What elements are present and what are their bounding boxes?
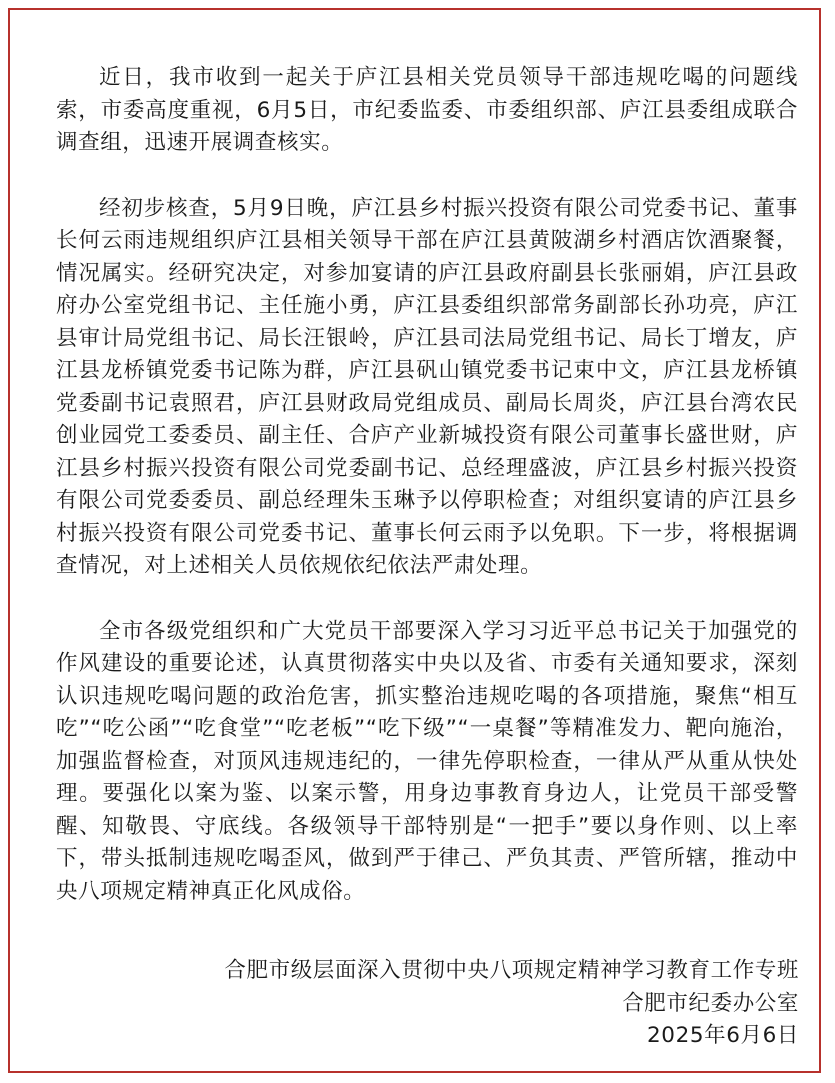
issue-date: 2025年6月6日 [647, 1023, 799, 1048]
paragraph-requirements: 全市各级党组织和广大党员干部要深入学习习近平总书记关于加强党的作风建设的重要论述，认真贯彻落实中央以及省、市委有关通知要求，深刻认识违规吃喝问题的政治危害，抓实整治违规吃喝的各项措施，聚焦“相互吃”“吃公函”“吃食堂”“吃老板”“吃下级”“一桌餐”等精准发力、靶向施治，加强监督检查，对顶风违规违纪的，一律先停职检查，一律从严从重从快处理。要强化以案为鉴、以案示警，用身边事教育身边人，让党员干部受警醒、知敬畏、守底线。各级领导干部特别是“一把手”要以身作则、以上率下，带头抵制违规吃喝歪风，做到严于律己、严负其责、严管所辖，推动中央八项规定精神真正化风成俗。 [56, 618, 798, 904]
paragraph-findings: 经初步核查，5月9日晚，庐江县乡村振兴投资有限公司党委书记、董事长何云雨违规组织庐江县相关领导干部在庐江县黄陂湖乡村酒店饮酒聚餐，情况属实。经研究决定，对参加宴请的庐江县政府副县长张丽娟，庐江县政府办公室党组书记、主任施小勇，庐江县委组织部常务副部长孙功亮，庐江县审计局党组书记、局长汪银岭，庐江县司法局党组书记、局长丁增友，庐江县龙桥镇党委书记陈为群，庐江县矾山镇党委书记束中文，庐江县龙桥镇党委副书记袁照君，庐江县财政局党组成员、副局长周炎，庐江县台湾农民创业园党工委委员、副主任、合庐产业新城投资有限公司董事长盛世财，庐江县乡村振兴投资有限公司党委副书记、总经理盛波，庐江县乡村振兴投资有限公司党委委员、副总经理朱玉琳予以停职检查；对组织宴请的庐江县乡村振兴投资有限公司党委书记、董事长何云雨予以免职。下一步，将根据调查情况，对上述相关人员依规依纪依法严肃处理。 [56, 195, 798, 578]
issuer-work-group: 合肥市级层面深入贯彻中央八项规定精神学习教育工作专班 [224, 958, 799, 983]
signature-block [224, 955, 799, 1053]
paragraph-intro: 近日，我市收到一起关于庐江县相关党员领导干部违规吃喝的问题线索，市委高度重视，6月5日，市纪委监委、市委组织部、庐江县委组成联合调查组，迅速开展调查核实。 [56, 65, 798, 155]
notice-body [56, 62, 798, 941]
issuer-discipline-office: 合肥市纪委办公室 [622, 990, 799, 1016]
